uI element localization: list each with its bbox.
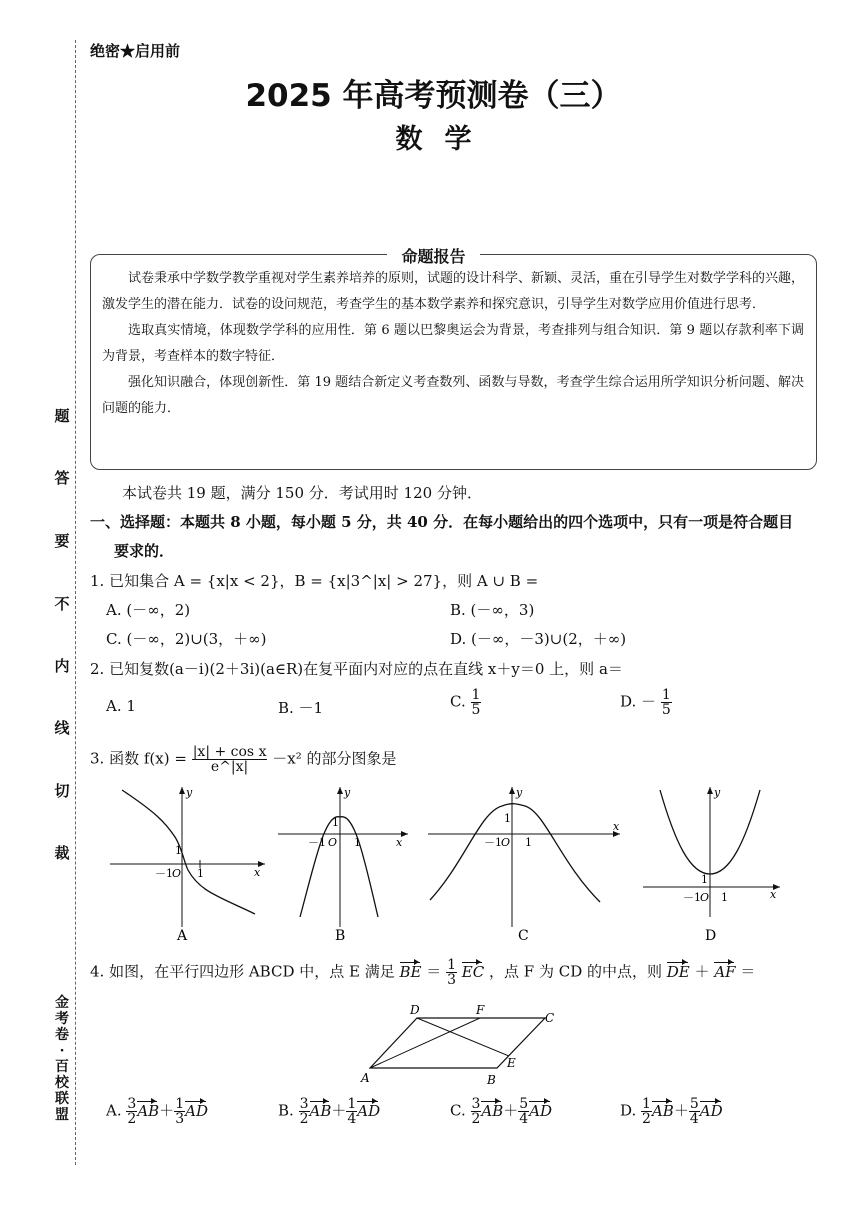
- graph-b: [270, 782, 420, 947]
- q1-option-a: A. (－∞，2): [106, 601, 191, 619]
- side-char: 切: [54, 782, 70, 800]
- y-arrow-icon: [179, 787, 185, 794]
- side-brand-char: 金: [55, 995, 69, 1011]
- binding-dashed-line: [75, 40, 76, 1165]
- axis-y-label: y: [186, 786, 193, 799]
- equals: ＝: [426, 962, 442, 981]
- axis-y-label: y: [516, 786, 523, 799]
- graph-label: D: [705, 928, 717, 944]
- frac-num: 1: [447, 957, 457, 973]
- q1-option-b: B. (－∞，3): [450, 601, 535, 619]
- side-brand-char: 校: [55, 1075, 69, 1091]
- q4-stem: [90, 958, 755, 987]
- tick-label: 1: [354, 836, 361, 849]
- vector: AB: [651, 1101, 674, 1120]
- q4-option-c: [450, 1097, 552, 1126]
- origin-label: O: [328, 836, 338, 849]
- frac-den: 2: [471, 1111, 481, 1127]
- q3-func-prefix: 函数 f(x) =: [109, 749, 187, 768]
- subject-title: 数学: [395, 124, 494, 155]
- parallelogram-figure: [355, 1000, 565, 1090]
- fraction: [641, 1097, 652, 1126]
- axis-y-label: y: [344, 786, 351, 799]
- vector: AB: [481, 1101, 504, 1120]
- fraction: [174, 1097, 185, 1126]
- side-char: 线: [54, 719, 70, 737]
- q1-option-d: D. (－∞，－3)∪(2，＋∞): [450, 630, 627, 648]
- exam-intro: 本试卷共 19 题，满分 150 分．考试用时 120 分钟．: [122, 484, 482, 502]
- fraction: [471, 1097, 482, 1126]
- tick-label: 1: [721, 891, 728, 904]
- tick-label: 1: [701, 873, 708, 886]
- side-brand-char: 百: [55, 1059, 69, 1075]
- plus: ＋: [673, 1101, 689, 1120]
- curve: [122, 790, 255, 914]
- point-label: F: [476, 1003, 485, 1017]
- q3-stem: [90, 745, 397, 774]
- side-char: 题: [54, 407, 70, 425]
- q4-stem-part: ＝: [740, 962, 756, 981]
- q3-number: 3.: [90, 749, 105, 768]
- side-brand: [52, 995, 72, 1123]
- q2-option-a: A. 1: [106, 697, 136, 715]
- side-char: 不: [54, 595, 70, 613]
- curve: [300, 817, 378, 917]
- q4-option-d: [620, 1097, 723, 1126]
- tick-label: 1: [197, 867, 204, 880]
- fraction: [446, 958, 457, 987]
- tick-label: 1: [525, 836, 532, 849]
- q2-option-c-label: C.: [450, 692, 466, 711]
- tick-label: 1: [332, 816, 339, 829]
- frac-num: 5: [689, 1096, 699, 1112]
- y-arrow-icon: [707, 787, 713, 794]
- segment-af: [370, 1018, 480, 1068]
- frac-num: 5: [519, 1096, 529, 1112]
- frac-den: 2: [127, 1111, 137, 1127]
- frac-den: 4: [689, 1111, 699, 1127]
- fraction: [471, 688, 482, 717]
- point-label: D: [410, 1003, 420, 1017]
- vector: AD: [699, 1101, 723, 1120]
- exam-title: 2025 年高考预测卷（三）: [245, 78, 622, 114]
- segment-de: [417, 1018, 509, 1056]
- vector: AB: [309, 1101, 332, 1120]
- side-brand-char: 联: [55, 1091, 69, 1107]
- q4-stem-part: 4. 如图，在平行四边形 ABCD 中，点 E 满足: [90, 962, 395, 981]
- axis-x-label: x: [613, 820, 620, 833]
- fraction: [689, 1097, 700, 1126]
- q1-stem: 1. 已知集合 A = {x|x < 2}，B = {x|3^|x| > 27}，则 A ∪ B =: [90, 572, 539, 590]
- option-label: B.: [278, 1101, 294, 1120]
- side-char: 要: [54, 532, 70, 550]
- graph-a: [100, 782, 280, 947]
- q4-option-b: [278, 1097, 380, 1126]
- report-body: [102, 266, 804, 422]
- graph-d: [635, 782, 790, 947]
- point-label: B: [487, 1073, 496, 1087]
- q2-stem: 2. 已知复数(a－i)(2＋3i)(a∈R)在复平面内对应的点在直线 x＋y＝0 上，则 a＝: [90, 660, 623, 678]
- frac-num: 3: [299, 1096, 309, 1112]
- frac-num: 1: [471, 687, 481, 703]
- tick-label: －1: [683, 891, 701, 904]
- graph-label: C: [518, 928, 529, 944]
- vector: AF: [714, 962, 736, 981]
- frac-den: 3: [447, 972, 457, 988]
- q3-func-suffix: －x² 的部分图象是: [272, 749, 397, 768]
- graph-label: B: [335, 928, 346, 944]
- graph-c: [420, 782, 630, 947]
- axis-x-label: x: [396, 836, 403, 849]
- point-label: A: [361, 1071, 370, 1085]
- frac-den: 5: [661, 702, 671, 718]
- q2-option-b: B. －1: [278, 699, 324, 717]
- plus: ＋: [331, 1101, 347, 1120]
- plus: ＋: [694, 962, 710, 981]
- tick-label: 1: [504, 812, 511, 825]
- vector: DE: [666, 962, 690, 981]
- frac-den: 3: [175, 1111, 185, 1127]
- report-paragraph: 强化知识融合，体现创新性．第 19 题结合新定义考查数列、函数与导数，考查学生综合运用所学知识分析问题、解决问题的能力．: [102, 375, 804, 416]
- tick-label: 1: [175, 844, 182, 857]
- frac-num: 1: [642, 1096, 651, 1112]
- q2-option-d-label: D. －: [620, 692, 657, 711]
- y-arrow-icon: [337, 787, 343, 794]
- frac-den: 4: [519, 1111, 529, 1127]
- q4-stem-part: ，点 F 为 CD 的中点，则: [489, 962, 662, 981]
- axis-y-label: y: [714, 786, 721, 799]
- frac-den: 2: [299, 1111, 309, 1127]
- q2-option-d: [620, 688, 672, 717]
- report-title: [0, 244, 867, 267]
- axis-x-label: x: [254, 866, 261, 879]
- axis-x-label: x: [770, 888, 777, 901]
- frac-num: 1: [661, 687, 671, 703]
- side-brand-char: 盟: [55, 1107, 69, 1123]
- q2-option-c: [450, 688, 481, 717]
- frac-den: 2: [642, 1111, 651, 1127]
- side-brand-char: ·: [59, 1043, 65, 1059]
- side-char: 裁: [54, 844, 70, 862]
- report-title-text: 命题报告: [387, 247, 479, 266]
- frac-num: 1: [175, 1096, 185, 1112]
- y-arrow-icon: [509, 787, 515, 794]
- plus: ＋: [503, 1101, 519, 1120]
- point-label: C: [545, 1011, 555, 1025]
- vector: AD: [357, 1101, 381, 1120]
- point-label: E: [507, 1056, 516, 1070]
- q3-func-fraction: [192, 745, 268, 774]
- parallelogram: [370, 1018, 545, 1068]
- q4-option-a: [106, 1097, 208, 1126]
- plus: ＋: [159, 1101, 175, 1120]
- curve: [430, 804, 600, 902]
- q1-option-c: C. (－∞，2)∪(3，＋∞): [106, 630, 267, 648]
- side-char: 内: [54, 657, 70, 675]
- fraction: [661, 688, 672, 717]
- tick-label: －1: [308, 836, 326, 849]
- option-label: A.: [106, 1101, 122, 1120]
- graph-label: A: [177, 928, 188, 944]
- frac-num: 3: [471, 1096, 481, 1112]
- report-paragraph: 试卷秉承中学数学教学重视对学生素养培养的原则，试题的设计科学、新颖、灵活，重在引导学生对数学学科的兴趣，激发学生的潜在能力．试卷的设问规范，考查学生的基本数学素养和探究意识，引导学生对数学应用价值进行思考．: [102, 271, 805, 312]
- vector: BE: [399, 962, 422, 981]
- vector: AD: [529, 1101, 553, 1120]
- fraction: [346, 1097, 357, 1126]
- section-heading: 一、选择题：本题共 8 小题，每小题 5 分，共 40 分．在每小题给出的四个选项中，只有一项是符合题目: [90, 513, 794, 531]
- option-label: D.: [620, 1101, 637, 1120]
- vector: AD: [185, 1101, 208, 1120]
- origin-label: O: [172, 867, 182, 880]
- option-label: C.: [450, 1101, 466, 1120]
- tick-label: －1: [484, 836, 502, 849]
- fraction: [518, 1097, 529, 1126]
- side-brand-char: 卷: [55, 1027, 69, 1043]
- report-paragraph: 选取真实情境，体现数学学科的应用性．第 6 题以巴黎奥运会为背景，考查排列与组合知识．第 9 题以存款利率下调为背景，考查样本的数字特征．: [102, 323, 804, 364]
- tick-label: －1: [155, 867, 173, 880]
- vector: EC: [461, 962, 485, 981]
- side-char: 答: [54, 469, 70, 487]
- origin-label: O: [700, 891, 710, 904]
- fraction: [299, 1097, 310, 1126]
- frac-den: 4: [347, 1111, 357, 1127]
- frac-num: |x| + cos x: [192, 744, 267, 760]
- frac-den: 5: [471, 702, 481, 718]
- section-heading-cont: 要求的．: [114, 542, 175, 560]
- fraction: [126, 1097, 137, 1126]
- origin-label: O: [501, 836, 511, 849]
- vector: AB: [137, 1101, 160, 1120]
- confidential-label: 绝密★启用前: [90, 42, 181, 60]
- frac-num: 3: [127, 1096, 137, 1112]
- frac-num: 1: [347, 1096, 357, 1112]
- frac-den: e^|x|: [210, 759, 249, 775]
- side-brand-char: 考: [55, 1011, 69, 1027]
